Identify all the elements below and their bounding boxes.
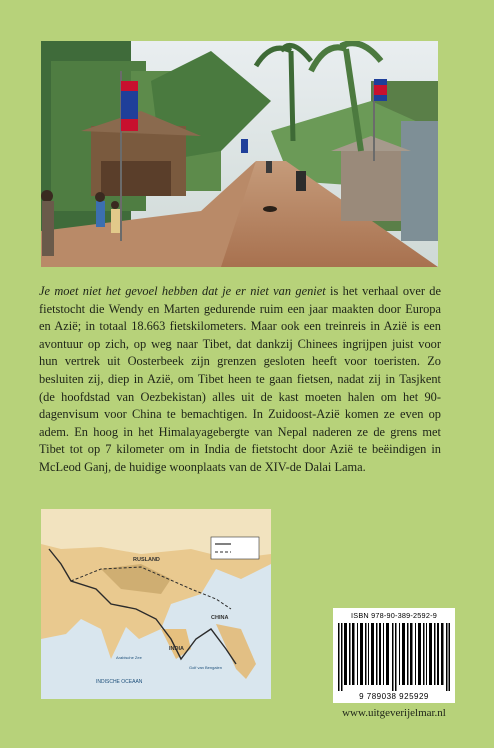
isbn-text: ISBN 978-90-389-2592-9 [351,611,437,620]
map-label-russia: RUSLAND [133,557,160,563]
route-map-asia [41,509,271,699]
cover-photo-cambodian-village-road [41,41,438,267]
book-title-inline: Je moet niet het gevoel hebben dat je er niet van geniet [39,284,326,298]
map-label-bay-of-bengal: Golf van Bengalen [189,665,222,670]
village-road-illustration [41,41,438,267]
ean-digits: 9 789038 925929 [359,692,429,701]
map-label-china: CHINA [211,615,229,621]
publisher-website[interactable]: www.uitgeverijelmar.nl [342,707,446,719]
map-legend-box [211,537,259,559]
back-cover-blurb [39,283,441,477]
blurb-body: is het verhaal over de fietstocht die Wendy en Marten gedurende ruim een jaar maakten door Europa en Azië; in totaal 18.663 fietskilometers. Maar ook een treinreis in Azië is een avontuur op zich, op weg naar Tibet, dat dankzij Chinees ingrijpen juist voor hun vertrek uit Oosterbeek zijn grenzen gesloten heeft voor toeristen. Zo besluiten zij, diep in Azië, om Tibet heen te gaan fietsen, nadat zij in Tasjkent (de hoofdstad van Oezbekistan) alles uit de kast moeten halen om het 90-dagenvisum voor China te bemachtigen. In Zuidoost-Azië komen ze even op adem. En hoog in het Himalayagebergte van Nepal naderen ze de grens met Tibet tot op 7 kilometer om in India de fietstocht door Azië te beëindigen in McLeod Ganj, de huidige woonplaats van de XIV-de Dalai Lama. [39,284,441,474]
map-label-ocean: INDISCHE OCEAAN [96,679,143,685]
map-label-india: INDIA [169,646,184,652]
map-label-arabian-sea: Arabische Zee [116,655,142,660]
asia-route-map [41,509,271,699]
barcode-bars [338,623,450,691]
isbn-barcode [333,608,455,703]
